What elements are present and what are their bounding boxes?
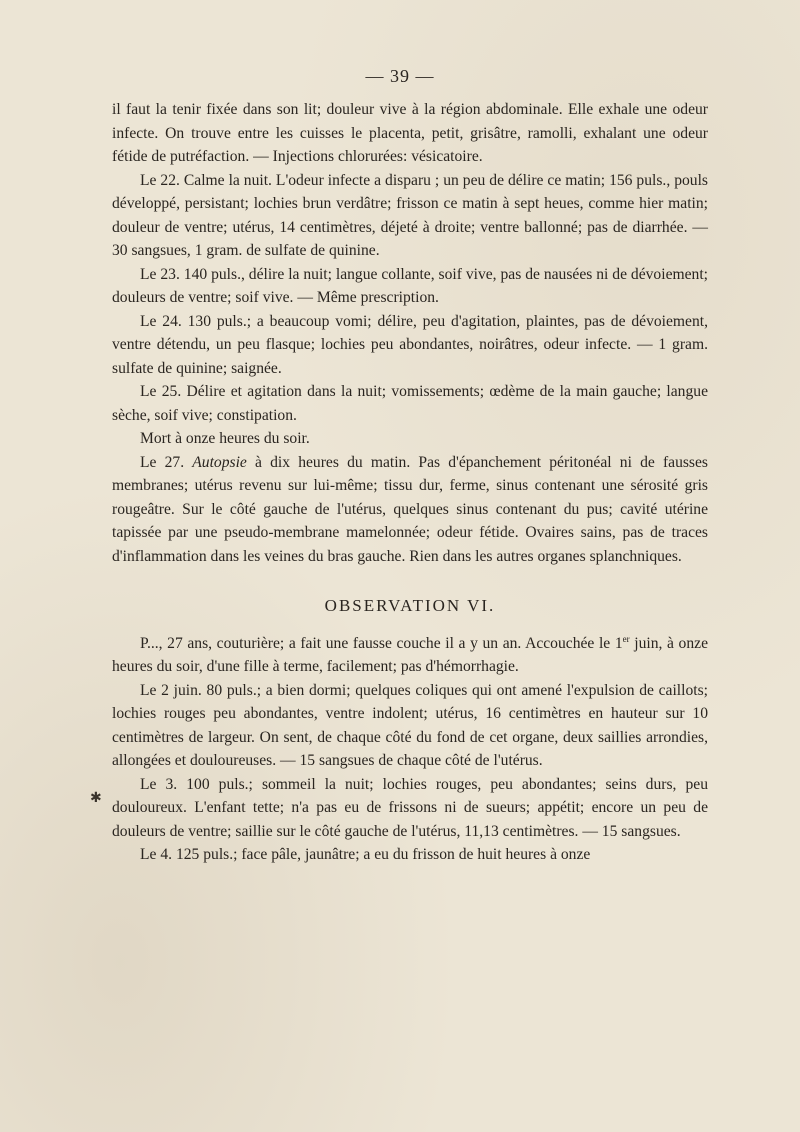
intro-rest: juin, à onze heures du soir, d'une fille à terme, facilement; pas d'hémorrhagie. xyxy=(112,634,708,675)
autopsy-date: Le 27. xyxy=(140,453,193,471)
paragraph: Mort à onze heures du soir. xyxy=(140,430,310,447)
autopsy-paragraph xyxy=(112,451,708,569)
intro-text: P..., 27 ans, couturière; a fait une fausse couche il a y un an. Accouchée le 1 xyxy=(140,634,623,652)
paragraph: Le 3. 100 puls.; sommeil la nuit; lochies rouges, peu abondantes; seins durs, peu douloureux. L'enfant tette; n'a pas eu de frissons ni de sueurs; appétit; encore un peu de douleurs de ventre; saillie sur le côté gauche de l'utérus, 11,13 centimètres. — 15 sangsues. xyxy=(112,775,708,840)
observation-intro xyxy=(112,632,708,679)
body-text xyxy=(112,98,708,867)
paragraph: Le 25. Délire et agitation dans la nuit; vomissements; œdème de la main gauche; langue sèche, soif vive; constipation. xyxy=(112,383,708,424)
paragraph: Le 24. 130 puls.; a beaucoup vomi; délire, peu d'agitation, plaintes, pas de dévoiement, ventre détendu, un peu flasque; lochies peu abondantes, noirâtres, odeur infecte. — 1 gram. sulfate de quinine; saignée. xyxy=(112,312,708,377)
paragraph: Le 4. 125 puls.; face pâle, jaunâtre; a eu du frisson de huit heures à onze xyxy=(140,846,591,863)
paragraph: Le 2 juin. 80 puls.; a bien dormi; quelques coliques qui ont amené l'expulsion de caillots; lochies rouges peu abondantes, ventre indolent; utérus, 16 centimètres en hauteur sur 10 centimètres de largeur. On sent, de chaque côté du fond de cet organe, deux saillies arrondies, allongées et douloureuses. — 15 sangsues de chaque côté de l'utérus. xyxy=(112,681,708,769)
autopsy-text: à dix heures du matin. Pas d'épanchement péritonéal ni de fausses membranes; utérus revenu sur lui-même; tissu dur, ferme, sinus contenant une sérosité gris rougeâtre. Sur le côté gauche de l'utérus, quelques sinus contenant du pus; cavité utérine tapissée par une pseudo-membrane mamelonnée; odeur fétide. Ovaires sains, pas de traces d'inflammation dans les veines du bras gauche. Rien dans les autres organes splanchniques. xyxy=(112,453,708,565)
autopsy-label: Autopsie xyxy=(192,453,247,471)
paragraph: Le 22. Calme la nuit. L'odeur infecte a disparu ; un peu de délire ce matin; 156 puls., pouls développé, persistant; lochies brun verdâtre; frisson ce matin à sept heues, comme hier matin; douleur de ventre; utérus, 14 centimètres, déjeté à droite; ventre ballonné; pas de diarrhée. — 30 sangsues, 1 gram. de sulfate de quinine. xyxy=(112,171,708,259)
paragraph: Le 23. 140 puls., délire la nuit; langue collante, soif vive, pas de nausées ni de dévoiement; douleurs de ventre; soif vive. — Même prescription. xyxy=(112,265,708,306)
intro-superscript: er xyxy=(622,633,630,644)
paragraph: il faut la tenir fixée dans son lit; douleur vive à la région abdominale. Elle exhale une odeur infecte. On trouve entre les cuisses le placenta, petit, grisâtre, ramolli, exhalant une odeur fétide de putréfaction. — Injections chlorurées: vésicatoire. xyxy=(112,101,708,165)
page-number: — 39 — xyxy=(365,66,435,86)
observation-title: OBSERVATION VI. xyxy=(324,596,496,615)
margin-mark: ✱ xyxy=(90,790,102,806)
